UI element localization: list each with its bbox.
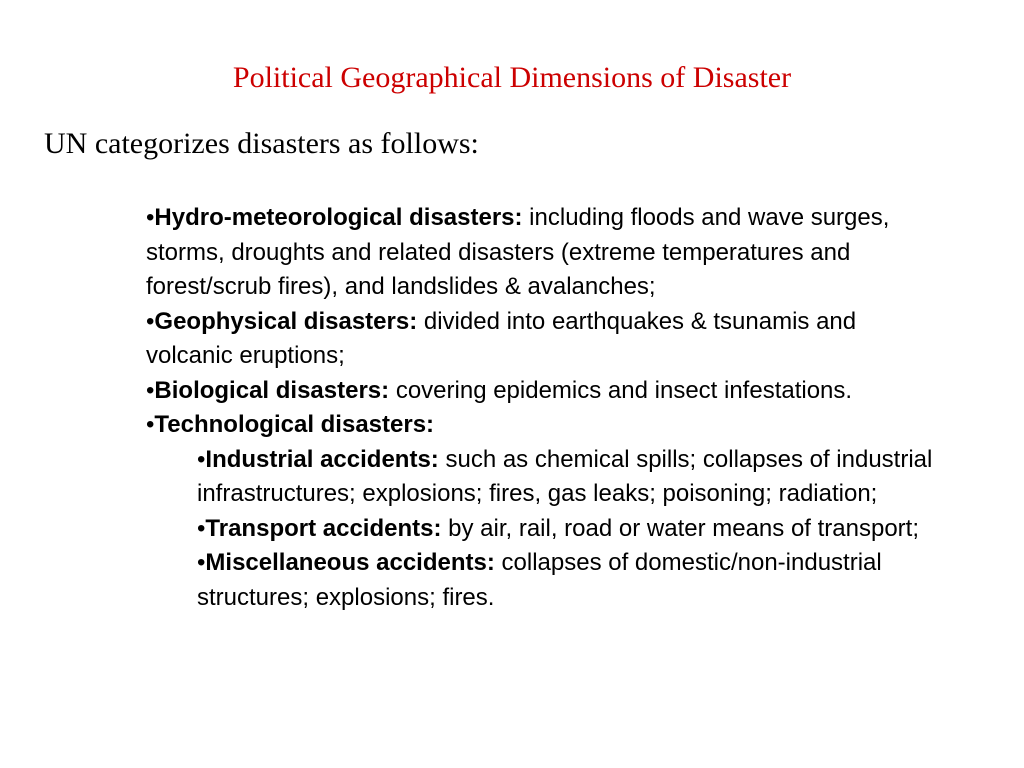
item-term: Miscellaneous accidents: [205, 549, 495, 576]
item-text: including floods and wave surges, storms, droughts and related disasters (extreme temperatures and forest/scrub fires), and landslides & avalanches; [146, 204, 890, 300]
intro-text: UN categorizes disasters as follows: [44, 127, 479, 160]
item-term: Industrial accidents: [205, 445, 439, 473]
bullet-icon: • [197, 514, 206, 542]
bullet-icon: • [146, 307, 155, 335]
item-term: Biological disasters: [154, 376, 390, 404]
item-term: Technological disasters: [154, 411, 435, 438]
disaster-category-list [146, 201, 976, 615]
item-term: Transport accidents: [205, 514, 442, 542]
slide-title: Political Geographical Dimensions of Disaster [232, 61, 792, 94]
bullet-icon: • [197, 549, 206, 576]
bullet-icon: • [146, 204, 155, 231]
item-text: such as chemical spills; collapses of industrial infrastructures; explosions; fires, gas leaks; poisoning; radiation; [197, 445, 933, 507]
bullet-icon: • [146, 376, 155, 404]
item-term: Geophysical disasters: [154, 307, 418, 335]
item-text: divided into earthquakes & tsunamis and volcanic eruptions; [146, 307, 857, 369]
list-item-hydro-meteorological [146, 201, 946, 305]
bullet-icon: • [197, 445, 206, 473]
sub-item-miscellaneous [146, 546, 957, 615]
sub-item-transport [146, 512, 957, 547]
item-text: collapses of domestic/non-industrial structures; explosions; fires. [197, 549, 882, 611]
item-text: by air, rail, road or water means of transport; [441, 514, 920, 542]
sub-item-industrial [146, 443, 957, 512]
item-term: Hydro-meteorological disasters: [154, 204, 523, 231]
item-text: covering epidemics and insect infestations. [389, 376, 853, 404]
list-item-biological [146, 374, 946, 409]
list-item-technological [146, 408, 946, 443]
bullet-icon: • [146, 411, 155, 438]
list-item-geophysical [146, 305, 946, 374]
